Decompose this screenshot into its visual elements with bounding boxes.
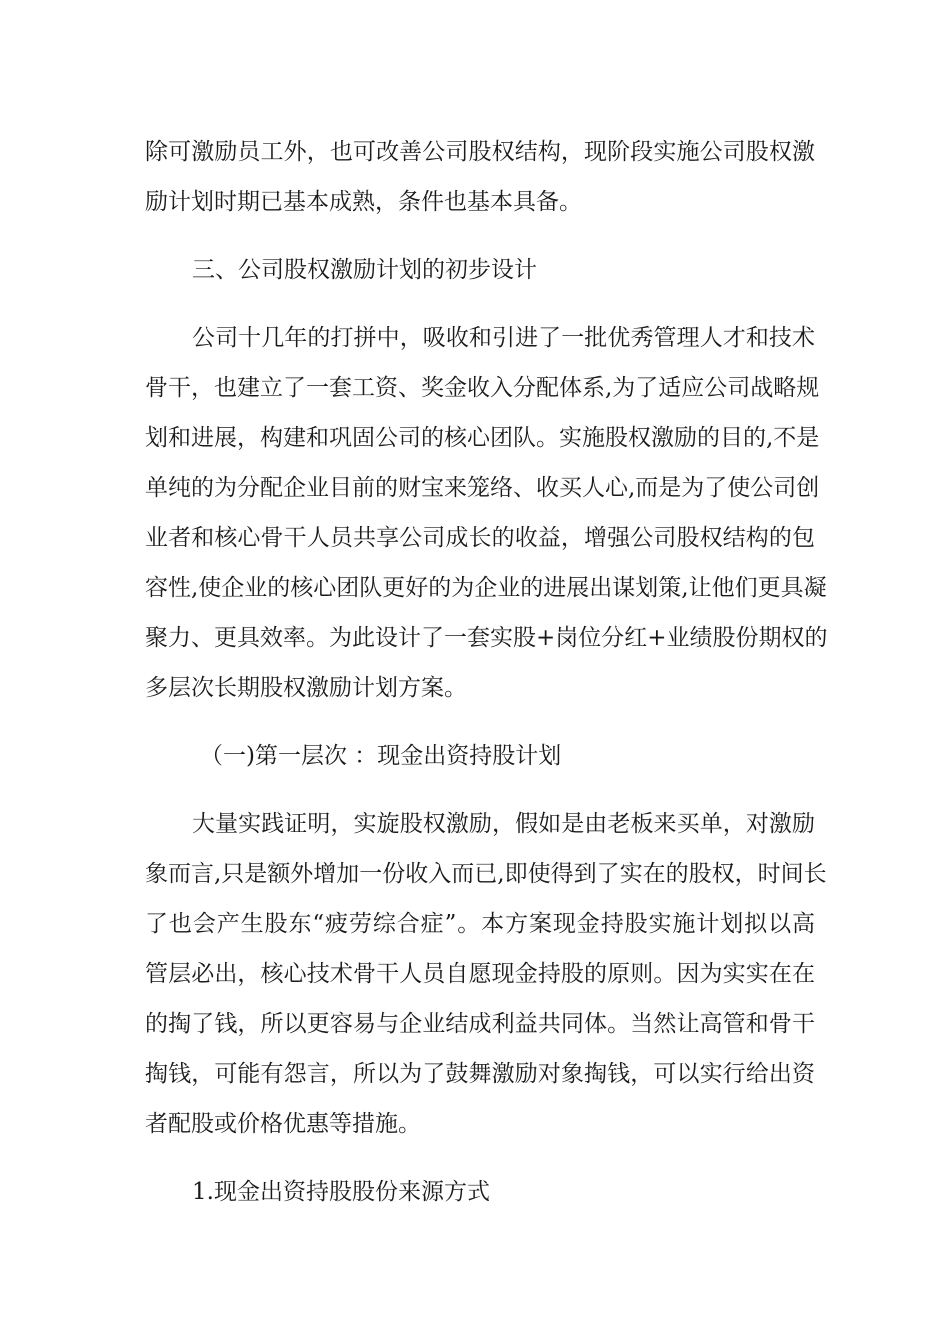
- paragraph-line: 单纯的为分配企业目前的财宝来笼络、收买人心,而是为了使公司创: [145, 475, 820, 501]
- paragraph-line: 管层必出，核心技术骨干人员自愿现金持股的原则。因为实实在在: [145, 961, 815, 987]
- paragraph-line: 划和进展，构建和巩固公司的核心团队。实施股权激励的目的,不是: [145, 425, 820, 451]
- paragraph-line: 的掏了钱，所以更容易与企业结成利益共同体。当然让高管和骨干: [145, 1011, 815, 1037]
- paragraph-line: 掏钱，可能有怨言，所以为了鼓舞激励对象掏钱，可以实行给出资: [145, 1061, 815, 1087]
- paragraph-line: 励计划时期已基本成熟，条件也基本具备。: [145, 189, 582, 215]
- paragraph-line: 业者和核心骨干人员共享公司成长的收益，增强公司股权结构的包: [145, 525, 815, 551]
- paragraph-line: 公司十几年的打拼中，吸收和引进了一批优秀管理人才和技术: [192, 325, 815, 351]
- paragraph-line: 多层次长期股权激励计划方案。: [145, 675, 467, 701]
- paragraph-line: 骨干，也建立了一套工资、奖金收入分配体系,为了适应公司战略规: [145, 375, 820, 401]
- paragraph-line: 除可激励员工外，也可改善公司股权结构，现阶段实施公司股权激: [145, 139, 815, 165]
- paragraph-line: 了也会产生股东“疲劳综合症”。本方案现金持股实施计划拟以高: [145, 911, 815, 937]
- paragraph-line: 大量实践证明，实旋股权激励，假如是由老板来买单，对激励: [192, 811, 815, 837]
- paragraph-line: 容性,使企业的核心团队更好的为企业的进展出谋划策,让他们更具凝: [145, 575, 827, 601]
- paragraph-line: 者配股或价格优惠等措施。: [145, 1111, 421, 1137]
- subsection-heading: 1.现金出资持股股份来源方式: [192, 1179, 490, 1205]
- paragraph-line: 象而言,只是额外增加一份收入而已,即使得到了实在的股权，时间长: [145, 861, 827, 887]
- paragraph-line: 聚力、更具效率。为此设计了一套实股+岗位分红+业绩股份期权的: [145, 625, 828, 651]
- section-heading: 三、公司股权激励计划的初步设计: [192, 257, 537, 283]
- subsection-heading: （一)第一层次 ：现金出资持股计划: [200, 743, 562, 769]
